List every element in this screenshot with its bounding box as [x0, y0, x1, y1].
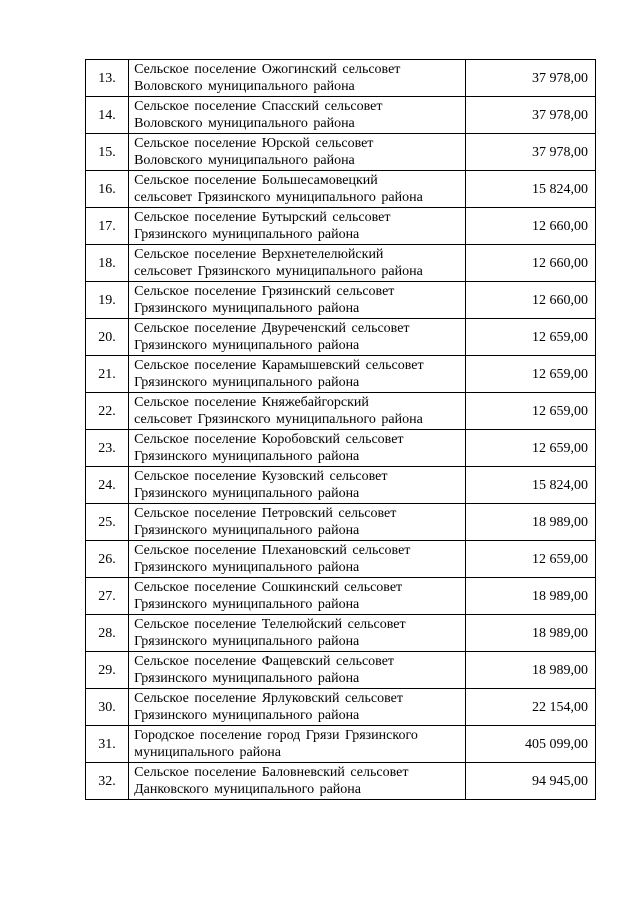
settlement-name: Сельское поселение Верхнетелелюйский сельсовет Грязинского муниципального района	[129, 245, 466, 282]
amount-value: 18 989,00	[465, 652, 595, 689]
table-row	[86, 615, 596, 652]
amount-value: 405 099,00	[465, 726, 595, 763]
table-row	[86, 504, 596, 541]
amount-value: 37 978,00	[465, 97, 595, 134]
settlement-name: Сельское поселение Грязинский сельсовет Грязинского муниципального района	[129, 282, 466, 319]
amount-value: 22 154,00	[465, 689, 595, 726]
table-row	[86, 689, 596, 726]
table-row	[86, 652, 596, 689]
row-number: 28.	[86, 615, 129, 652]
amount-value: 18 989,00	[465, 615, 595, 652]
table-row	[86, 467, 596, 504]
settlement-name: Сельское поселение Ожогинский сельсовет Воловского муниципального района	[129, 60, 466, 97]
settlement-name: Сельское поселение Большесамовецкий сельсовет Грязинского муниципального района	[129, 171, 466, 208]
settlement-name: Сельское поселение Баловневский сельсовет Данковского муниципального района	[129, 763, 466, 800]
settlement-name: Сельское поселение Плехановский сельсовет Грязинского муниципального района	[129, 541, 466, 578]
table-row	[86, 393, 596, 430]
settlement-name: Сельское поселение Коробовский сельсовет Грязинского муниципального района	[129, 430, 466, 467]
row-number: 16.	[86, 171, 129, 208]
table-row	[86, 541, 596, 578]
settlement-name: Сельское поселение Карамышевский сельсовет Грязинского муниципального района	[129, 356, 466, 393]
row-number: 25.	[86, 504, 129, 541]
table-row	[86, 60, 596, 97]
allocation-table-body	[86, 60, 596, 800]
row-number: 15.	[86, 134, 129, 171]
row-number: 24.	[86, 467, 129, 504]
table-row	[86, 430, 596, 467]
settlement-name: Сельское поселение Ярлуковский сельсовет Грязинского муниципального района	[129, 689, 466, 726]
table-row	[86, 171, 596, 208]
amount-value: 12 659,00	[465, 393, 595, 430]
row-number: 29.	[86, 652, 129, 689]
amount-value: 94 945,00	[465, 763, 595, 800]
table-row	[86, 578, 596, 615]
row-number: 31.	[86, 726, 129, 763]
amount-value: 12 660,00	[465, 208, 595, 245]
table-row	[86, 134, 596, 171]
row-number: 14.	[86, 97, 129, 134]
row-number: 19.	[86, 282, 129, 319]
table-row	[86, 319, 596, 356]
amount-value: 12 659,00	[465, 356, 595, 393]
table-row	[86, 245, 596, 282]
amount-value: 12 659,00	[465, 430, 595, 467]
row-number: 26.	[86, 541, 129, 578]
table-row	[86, 356, 596, 393]
row-number: 20.	[86, 319, 129, 356]
table-row	[86, 97, 596, 134]
settlement-name: Сельское поселение Княжебайгорский сельсовет Грязинского муниципального района	[129, 393, 466, 430]
amount-value: 15 824,00	[465, 171, 595, 208]
row-number: 23.	[86, 430, 129, 467]
settlement-name: Городское поселение город Грязи Грязинского муниципального района	[129, 726, 466, 763]
settlement-name: Сельское поселение Сошкинский сельсовет Грязинского муниципального района	[129, 578, 466, 615]
settlement-name: Сельское поселение Петровский сельсовет Грязинского муниципального района	[129, 504, 466, 541]
row-number: 17.	[86, 208, 129, 245]
row-number: 21.	[86, 356, 129, 393]
amount-value: 12 660,00	[465, 245, 595, 282]
amount-value: 12 660,00	[465, 282, 595, 319]
settlement-name: Сельское поселение Юрской сельсовет Воловского муниципального района	[129, 134, 466, 171]
amount-value: 12 659,00	[465, 541, 595, 578]
table-row	[86, 763, 596, 800]
row-number: 27.	[86, 578, 129, 615]
row-number: 32.	[86, 763, 129, 800]
table-row	[86, 208, 596, 245]
table-row	[86, 282, 596, 319]
row-number: 30.	[86, 689, 129, 726]
settlement-name: Сельское поселение Бутырский сельсовет Грязинского муниципального района	[129, 208, 466, 245]
amount-value: 12 659,00	[465, 319, 595, 356]
amount-value: 18 989,00	[465, 504, 595, 541]
table-row	[86, 726, 596, 763]
settlement-name: Сельское поселение Двуреченский сельсовет Грязинского муниципального района	[129, 319, 466, 356]
allocation-table	[85, 59, 596, 800]
row-number: 18.	[86, 245, 129, 282]
amount-value: 37 978,00	[465, 60, 595, 97]
settlement-name: Сельское поселение Спасский сельсовет Воловского муниципального района	[129, 97, 466, 134]
amount-value: 18 989,00	[465, 578, 595, 615]
amount-value: 15 824,00	[465, 467, 595, 504]
row-number: 22.	[86, 393, 129, 430]
settlement-name: Сельское поселение Кузовский сельсовет Грязинского муниципального района	[129, 467, 466, 504]
settlement-name: Сельское поселение Телелюйский сельсовет Грязинского муниципального района	[129, 615, 466, 652]
settlement-name: Сельское поселение Фащевский сельсовет Грязинского муниципального района	[129, 652, 466, 689]
row-number: 13.	[86, 60, 129, 97]
amount-value: 37 978,00	[465, 134, 595, 171]
